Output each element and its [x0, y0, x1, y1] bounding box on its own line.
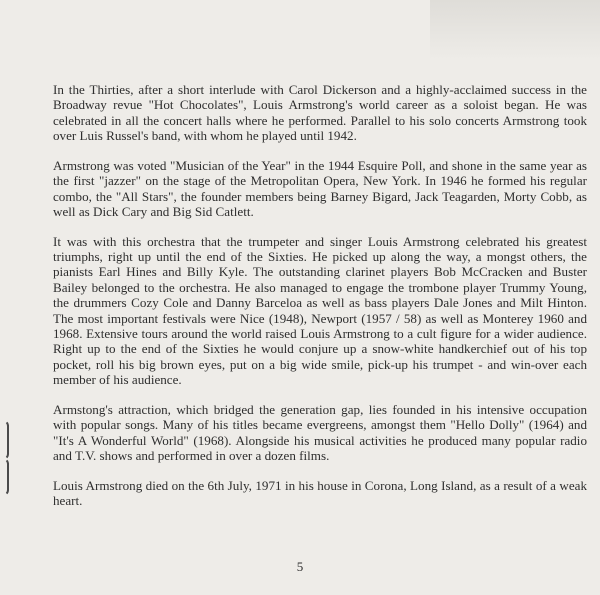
paragraph-thirties: In the Thirties, after a short interlude with Carol Dickerson and a highly-acclaimed success in the Broadway revue "Hot Chocolates", Louis Armstrong's world career as a soloist began. He was celebrated in all the concert halls where he performed. Parallel to his solo concerts Armstrong took over Luis Russel's band, with whom he played until 1942.	[53, 82, 587, 144]
scan-shadow	[430, 0, 600, 60]
paragraph-death: Louis Armstrong died on the 6th July, 1971 in his house in Corona, Long Island, as a result of a weak heart.	[53, 477, 587, 509]
body-text	[53, 82, 587, 523]
page-number: 5	[296, 559, 304, 574]
paragraph-attraction: Armstong's attraction, which bridged the generation gap, lies founded in his intensive occupation with popular songs. Many of his titles became evergreens, amongst them "Hello Dolly" (1964) and "It's A Wonderful World" (1968). Alongside his musical activities he produced many popular radio and T.V. shows and performed in over a dozen films.	[53, 401, 587, 464]
paragraph-musician-of-the-year: Armstrong was voted "Musician of the Year" in the 1944 Esquire Poll, and shone in the same year as the first "jazzer" on the stage of the Metropolitan Opera, New York. In 1946 he formed his regular combo, the "All Stars", the founder members being Barney Bigard, Jack Teagarden, Morty Cobb, as well as Dick Cary and Big Sid Catlett.	[53, 157, 587, 220]
binding-mark-upper	[1, 420, 9, 460]
paragraph-orchestra: It was with this orchestra that the trumpeter and singer Louis Armstrong celebrated his greatest triumphs, right up until the end of the Sixties. He picked up along the way, a mongst others, the pianists Earl Hines and Billy Kyle. The outstanding clarinet players Bob McCracken and Buster Bailey belonged to the orchestra. He also managed to engage the trombone player Trummy Young, the drummers Cozy Cole and Danny Barceloa as well as bass players Dale Jones and Milt Hinton. The most important festivals were Nice (1948), Newport (1957 / 58) as well as Monterey 1960 and 1968. Extensive tours around the world raised Louis Armstrong to a cult figure for a wider audience. Right up to the end of the Sixties he would conjure up a snow-white handkerchief out of his top pocket, roll his big brown eyes, put on a big wide smile, pick-up his trumpet - and win-over each member of his audience.	[53, 233, 587, 388]
binding-mark-lower	[1, 458, 9, 496]
